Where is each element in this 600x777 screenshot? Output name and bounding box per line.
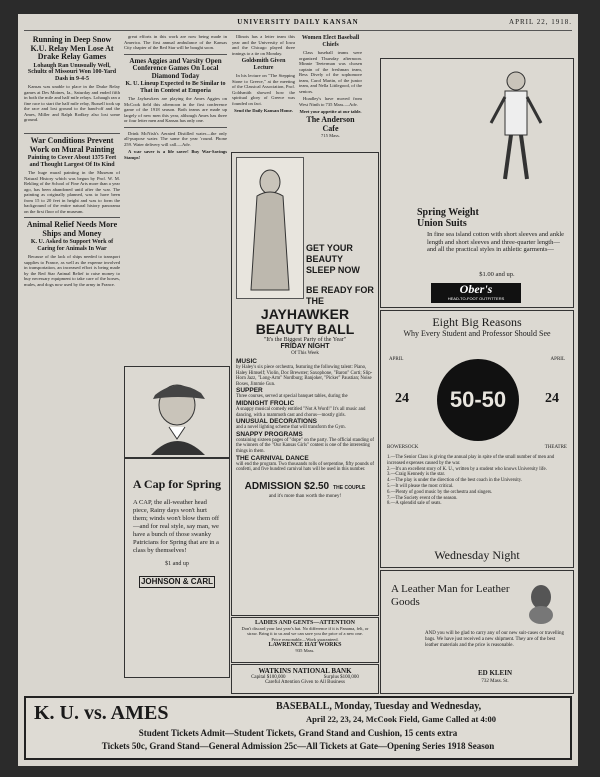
ball-couple: THE COUPLE [333, 484, 366, 491]
banner-line4: Tickets 50c, Grand Stand—General Admission 25c—All Tickets at Gate—Opening Series 1918 Season [101, 741, 495, 751]
fifty-day-right: 24 [545, 391, 559, 406]
ball-dance-h: THE CARNIVAL DANCE [236, 454, 309, 462]
col2-intro: great efforts in this work are now being made in America. The first annual ambulance of the Kansas City chapter of the Red Star will be bought soon. [124, 34, 227, 50]
meet-appetite: Meet your appetite at our table. [299, 109, 362, 114]
ball-snappy-h: SNAPPY PROGRAMS [236, 430, 303, 438]
ball-body [236, 307, 374, 499]
athlete-illustration [481, 67, 551, 187]
ball-supper: Three courses, served at special banquet tables, during the [236, 394, 348, 400]
send-kansan: Send the Daily Kansan Home. [234, 108, 293, 113]
ball-title2: BEAUTY BALL [255, 321, 355, 337]
goldsmith-head: Goldsmith Given Lecture [241, 58, 286, 71]
leather-ad [380, 570, 574, 694]
fifty-april-left: APRIL [389, 357, 404, 362]
relay-headline: Running in Deep Snow K.U. Relay Men Lose At Drake Relay Games [30, 35, 114, 61]
fifty-fifty-ad [380, 310, 574, 568]
leather-name: ED KLEIN [477, 669, 513, 677]
banner-left: K. U. vs. AMES [34, 702, 169, 724]
relay-body: Kansas was unable to place in the Drake Relay games at Des Moines, Ia., Saturday and ended fifth in both the mile and half mile relays. Lohaugh ran a fine race to start the half mile relay, Russell took up the race and lost ground to the hand-off and the Ames, Miller and Ralph Rodkey also lost some ground. [24, 84, 120, 122]
leather-addr: 732 Mass. St. [481, 679, 509, 684]
dancer-illustration [237, 158, 303, 298]
ball-be: BE READY FOR THE [306, 285, 374, 306]
dog-illustration [521, 581, 561, 625]
ball-supper-h: SUPPER [236, 387, 263, 395]
ball-unusual-h: UNUSUAL DECORATIONS [236, 418, 318, 426]
newspaper-page [18, 14, 578, 766]
ball-illustration [236, 157, 304, 299]
fifty-venue-left: BOWERSOCK [387, 445, 419, 450]
ball-admission: ADMISSION $2.50 [244, 480, 330, 492]
cafe-address: 715 Mass. [321, 132, 340, 138]
hats-name: LAWRENCE HAT WORKS [268, 641, 342, 648]
war-savings: A war saver is a life saver! Buy War-Savings Stamps! [124, 149, 227, 160]
hat-works-ad [231, 617, 379, 663]
ball-tag: "It's the Biggest Party of the Year" [263, 337, 347, 343]
fifty-reason: 3.—Craig Kennedy is the star. [387, 472, 446, 478]
women-head: Women Elect Baseball Chiefs [301, 35, 360, 48]
mural-subhead: Painting to Cover About 1375 Feet and Thought Largest Of Its Kind [27, 155, 117, 168]
cap-ad [124, 458, 230, 678]
drink-ad: Drink McNish's Aerated Distilled water—the only all-purpose water. The same the year 'round. Phone 259. Water delivery will call.—Adv. [124, 130, 227, 147]
animal-subhead: K. U. Asked to Support Work of Caring for Animals In War [30, 239, 114, 252]
fifty-reason: 5.—It will please the most critical. [387, 483, 454, 489]
masthead-title: UNIVERSITY DAILY KANSAN [237, 18, 359, 26]
fifty-h2: Why Every Student and Professor Should See [403, 329, 551, 338]
column-2 [124, 34, 227, 314]
bank-care: Careful Attention Given to All Business [265, 680, 345, 685]
cap-ad-price: $1 and up [165, 561, 189, 567]
fifty-reason: 7.—The Society event of the season. [387, 495, 458, 501]
ball-unusual: and a novel lighting scheme that will transform the Gym. [236, 425, 346, 431]
leather-title: A Leather Man for Leather Goods [391, 583, 510, 608]
beauty-ball-ad [231, 152, 379, 616]
fifty-day-left: 24 [395, 391, 409, 406]
fifty-reason: 4.—The play is under the direction of the best coach in the University. [387, 478, 523, 484]
ober-price: $1.00 and up. [479, 271, 515, 278]
col3-illinois: Illinois has a letter team this year and the University of Iowa and the Chicago played three innings to a tie on Monday. [232, 34, 295, 56]
ball-midnight: A snappy musical comedy entitled "Not A Word!" It's all music and dancing, with a mammoth cast and chorus—mostly girls. [236, 406, 366, 418]
ober-logo: Ober's [459, 282, 493, 296]
column-3 [232, 34, 362, 154]
cap-ad-title: A Cap for Spring [132, 477, 222, 491]
column-1 [24, 34, 120, 639]
animal-headline: Animal Relief Needs More Ships and Money [26, 220, 118, 238]
cap-ad-body: A CAP, the all-weather head piece, Rainy days won't hurt them; winds won't blow them off—and for real style, say man, we have a bunch of those swanky Patricians for Spring that are in a class by themselves! [133, 499, 220, 554]
fifty-when: Wednesday Night [434, 548, 520, 562]
mural-headline: War Conditions Prevent Work on Mural Painting [29, 136, 115, 154]
ober-ad [380, 58, 574, 308]
banner-line3: Student Tickets Admit—Student Tickets, Grand Stand and Cushion, 15 cents extra [138, 728, 458, 738]
cap-ad-store: JOHNSON & CARL [140, 577, 213, 586]
banner-line2: April 22, 23, 24, McCook Field, Game Called at 4:00 [306, 714, 497, 724]
ober-logo-sub: HEAD-TO-FOOT OUTFITTERS [447, 296, 505, 301]
ames-headline: Ames Aggies and Varsity Open Conference Games On Local Diamond Today [129, 56, 222, 80]
fifty-logo-circle [437, 359, 519, 441]
bank-ad [231, 664, 379, 694]
bank-surplus: Surplus $100,000 [323, 675, 359, 680]
fifty-venue-right: THEATRE [544, 445, 567, 450]
ober-logo-box [431, 283, 521, 303]
col3-right [299, 34, 362, 138]
ball-snappy: containing sixteen pages of "dope" on the party. The official standing of the winners of the "Our Kansas Girls" contest is one of the interesting things in them. [236, 437, 374, 454]
ball-worth: and it's more than worth the money! [268, 493, 342, 499]
animal-body: Because of the lack of ships needed to transport supplies to France, as well as the expense involved in transportation, an increased effort is being made by the Red Star Animal Relief to raise money to buy necessary equipment to take care of the horses, mules, and dogs now used by the army in France. [24, 254, 120, 287]
fifty-logo: 50-50 [449, 387, 507, 412]
ball-week: Of This Week [291, 351, 319, 356]
fifty-reason: 8.—A splendid sale of seats. [387, 501, 442, 507]
hats-price: Price reasonable—Work guaranteed. [271, 636, 339, 642]
ames-subhead: K. U. Lineup Expected to Be Similar to That in Contest at Emporia [125, 81, 226, 94]
masthead [24, 18, 572, 31]
ball-music-h: MUSIC [236, 358, 257, 365]
ball-title1: JAYHAWKER [260, 306, 350, 322]
hoadley: Hoadley's have moved from West Ninth to 735 Mass.—Adv. [299, 96, 362, 107]
fifty-reasons [387, 455, 567, 507]
ball-admission-row [236, 476, 374, 494]
fifty-reason: 6.—Plenty of good music by the orchestra and singers. [387, 489, 493, 495]
hats-h: LADIES AND GENTS—ATTENTION [255, 620, 355, 626]
ball-midnight-h: MIDNIGHT FROLIC [236, 399, 295, 407]
goldsmith-body: In his lecture on "The Stepping Stone to Greece," at the meeting of the Classical Association, Prof. Goldsmith showed how the spiritual glory of Greece was founded on fact. [232, 73, 295, 106]
col3-left [232, 34, 295, 138]
fifty-reason: 2.—It's an excellent story of K. U., written by a student who knows University life. [387, 466, 547, 472]
cafe-name: The Anderson Cafe [306, 114, 355, 133]
leather-body: AND you will be glad to carry any of our new suit-cases or travelling bags. We have just received a new shipment. They are of the best leather materials and the price is reasonable. [425, 631, 564, 648]
hats-body: Don't discard your last year's hat. No difference if it is Panama, felt, or straw. Bring it to us and we can save you the price of a new one. [241, 626, 369, 637]
ames-body: The Jayhawkers are playing the Ames Aggies on McCook field this afternoon in the first conference game of the 1918 season. Both teams are made up largely of new men this year, although Ames has three or four letter men and Kansas has only one. [124, 96, 227, 123]
bank-name: WATKINS NATIONAL BANK [258, 667, 352, 675]
ober-title: Spring Weight Union Suits [417, 207, 479, 229]
baseball-banner [24, 696, 572, 760]
women-body: Class baseball teams were organized Thursday afternoon. Minnie Teeterman was chosen captain of the freshman team, Bess Dively of the sophomore team, Carol Martin, of the junior team, and Nella Littlegood, of the seniors. [299, 50, 362, 94]
relay-subhead: Lohaugh Ran Unusually Well, Schultz of Missouri Won 100-Yard Dash in 9-4-5 [27, 62, 117, 82]
cap-man-illustration [125, 367, 229, 457]
ball-get: GET YOUR BEAUTY SLEEP NOW [306, 243, 360, 275]
ball-music: by Haley's six piece orchestra, featuring the following talent: Piano, Haley Himself; Violin, Doc Brewster; Saxophone, "Baron" Corti; Slip-Horn Jazz, "Long-Arm" Nordburg; Banjoker, "Picker" Paustian; Noise Boxes, Jimmie Gun. [236, 365, 373, 387]
ball-dance: will end the program. Two thousands rolls of serpentine, fifty pounds of confetti, and five hundred carnival hats will be used in this number. [236, 461, 374, 473]
bank-capital: Capital $100,000 [251, 675, 286, 680]
fifty-h1: Eight Big Reasons [432, 315, 522, 329]
mural-body: The huge mural painting in the Museum of Natural History which was begun by Prof. W. M. Rekling of the School of Fine Arts more than a year ago, has been abandoned until after the war. The painting as originally planned, was to have been from 15 to 20 feet in height and was to form the background of the entire natural history panorama on the first floor of the museum. [24, 170, 120, 214]
hats-addr: 935 Mass. [295, 647, 315, 653]
masthead-date: APRIL 22, 1918. [509, 18, 572, 26]
ober-body: In fine sea island cotton with short sleeves and ankle length and short sleeves and three-quarter length—and all the practical styles in athletic garments— [427, 231, 565, 253]
fifty-april-right: APRIL [550, 357, 565, 362]
banner-line1: BASEBALL, Monday, Tuesday and Wednesday, [276, 701, 482, 712]
ball-when: FRIDAY NIGHT [280, 343, 330, 350]
cap-photo-box [124, 366, 230, 458]
relay-body-filler [24, 125, 120, 131]
fifty-reason: 1.—The Senior Class is giving the annual play in spite of the small number of men and increased expenses caused by the war. [387, 455, 555, 466]
